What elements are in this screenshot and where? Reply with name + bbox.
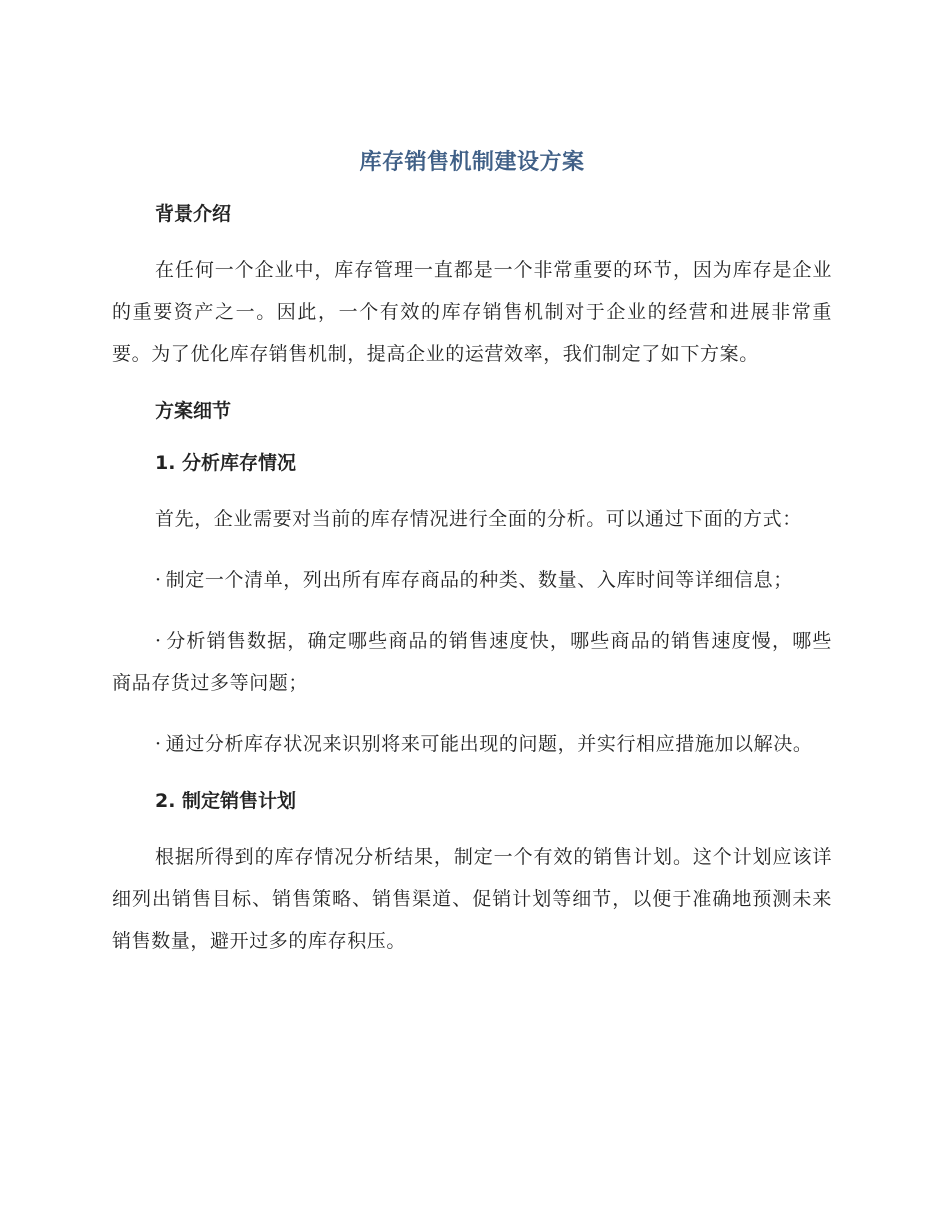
analysis-bullet-item: [112, 620, 832, 704]
bullet-text: 分析销售数据，确定哪些商品的销售速度快，哪些商品的销售速度慢，哪些商品存货过多等问题；: [112, 630, 832, 694]
background-paragraph: 在任何一个企业中，库存管理一直都是一个非常重要的环节，因为库存是企业的重要资产之一。因此，一个有效的库存销售机制对于企业的经营和进展非常重要。为了优化库存销售机制，提高企业的运营效率，我们制定了如下方案。: [112, 259, 832, 365]
bullet-dot: ·: [155, 569, 162, 591]
bullet-text: 制定一个清单，列出所有库存商品的种类、数量、入库时间等详细信息；: [165, 569, 793, 591]
section-heading-plan: 2. 制定销售计划: [155, 790, 297, 812]
bullet-text: 通过分析库存状况来识别将来可能出现的问题，并实行相应措施加以解决。: [165, 733, 813, 755]
plan-paragraph: 根据所得到的库存情况分析结果，制定一个有效的销售计划。这个计划应该详细列出销售目标、销售策略、销售渠道、促销计划等细节，以便于准确地预测未来销售数量，避开过多的库存积压。: [112, 846, 832, 952]
analysis-bullet-item: [112, 723, 832, 765]
document-title: 库存销售机制建设方案: [359, 150, 585, 175]
analysis-paragraph: 首先，企业需要对当前的库存情况进行全面的分析。可以通过下面的方式：: [155, 508, 802, 530]
bullet-dot: ·: [155, 630, 162, 652]
section-heading-background: 背景介绍: [155, 203, 232, 225]
section-heading-details: 方案细节: [155, 400, 232, 422]
analysis-bullet-item: [112, 559, 832, 601]
bullet-dot: ·: [155, 733, 162, 755]
section-heading-analysis: 1. 分析库存情况: [155, 452, 297, 474]
